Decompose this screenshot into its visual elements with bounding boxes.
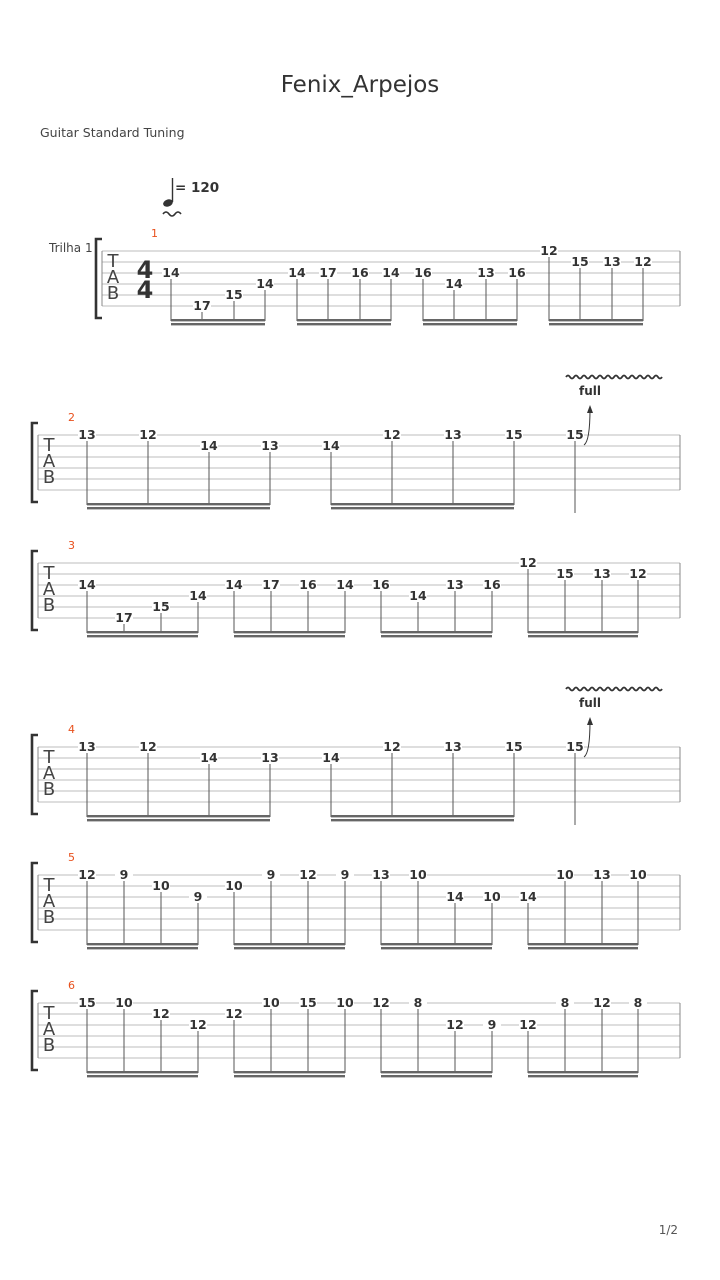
fret-number: 15 (78, 995, 96, 1010)
fret-number: 13 (261, 750, 279, 765)
tab-clef-letter: A (42, 1019, 56, 1040)
time-signature-bottom: 4 (136, 276, 154, 304)
beam-secondary (234, 947, 345, 949)
measure-number: 4 (68, 723, 75, 736)
fret-number: 13 (446, 577, 464, 592)
tab-clef-letter: T (43, 875, 55, 896)
fret-number: 15 (152, 599, 170, 614)
system-bracket (32, 863, 38, 942)
beam-secondary (549, 323, 643, 325)
fret-number: 12 (383, 427, 401, 442)
fret-number: 9 (487, 1017, 497, 1032)
vibrato-mark (566, 376, 662, 379)
measure-number: 1 (151, 227, 158, 240)
measure-number: 2 (68, 411, 75, 424)
fret-number: 12 (299, 867, 317, 882)
fret-number: 8 (633, 995, 643, 1010)
beam-primary (381, 631, 492, 633)
fret-number: 14 (446, 889, 464, 904)
beam-secondary (171, 323, 265, 325)
system-bracket (96, 239, 102, 318)
tab-clef-letter: A (42, 763, 56, 784)
beam-primary (234, 631, 345, 633)
tab-clef-letter: T (43, 747, 55, 768)
fret-number: 10 (336, 995, 354, 1010)
beam-secondary (234, 1075, 345, 1077)
fret-number: 13 (444, 427, 462, 442)
beam-primary (528, 943, 638, 945)
measure-number: 3 (68, 539, 75, 552)
fret-number: 17 (115, 610, 133, 625)
fret-number: 16 (414, 265, 432, 280)
fret-number: 9 (193, 889, 203, 904)
fret-number: 15 (566, 427, 584, 442)
fret-number: 14 (256, 276, 274, 291)
system-bracket (32, 551, 38, 630)
measure-number: 5 (68, 851, 75, 864)
beam-primary (331, 815, 514, 817)
tuning-label: Guitar Standard Tuning (40, 125, 185, 140)
fret-number: 13 (593, 566, 611, 581)
fret-number: 14 (322, 438, 340, 453)
fret-number: 12 (519, 1017, 537, 1032)
fret-number: 17 (193, 298, 211, 313)
fret-number: 12 (139, 739, 157, 754)
fret-number: 12 (189, 1017, 207, 1032)
beam-primary (331, 503, 514, 505)
fret-number: 13 (261, 438, 279, 453)
fret-number: 15 (299, 995, 317, 1010)
fret-number: 12 (225, 1006, 243, 1021)
tempo-marking: = 120 (175, 180, 220, 196)
fret-number: 14 (445, 276, 463, 291)
beam-secondary (381, 947, 492, 949)
tab-clef-letter: T (43, 435, 55, 456)
beam-secondary (87, 635, 198, 637)
fret-number: 14 (409, 588, 427, 603)
bend-label: full (579, 696, 601, 710)
beam-primary (87, 503, 270, 505)
beam-secondary (381, 1075, 492, 1077)
beam-primary (297, 319, 391, 321)
beam-secondary (297, 323, 391, 325)
fret-number: 10 (483, 889, 501, 904)
fret-number: 15 (566, 739, 584, 754)
fret-number: 14 (162, 265, 180, 280)
fret-number: 17 (262, 577, 280, 592)
beam-secondary (234, 635, 345, 637)
fret-number: 14 (336, 577, 354, 592)
fret-number: 13 (78, 739, 96, 754)
fret-number: 14 (322, 750, 340, 765)
fret-number: 14 (382, 265, 400, 280)
fret-number: 12 (634, 254, 652, 269)
tab-clef-letter: B (42, 1035, 56, 1056)
fret-number: 12 (372, 995, 390, 1010)
fret-number: 12 (446, 1017, 464, 1032)
beam-primary (87, 815, 270, 817)
beam-secondary (87, 507, 270, 509)
fret-number: 13 (372, 867, 390, 882)
beam-primary (381, 1071, 492, 1073)
fret-number: 10 (629, 867, 647, 882)
fret-number: 15 (505, 739, 523, 754)
fret-number: 10 (409, 867, 427, 882)
fret-number: 13 (477, 265, 495, 280)
fret-number: 8 (560, 995, 570, 1010)
beam-primary (528, 631, 638, 633)
beam-primary (423, 319, 517, 321)
fret-number: 10 (152, 878, 170, 893)
fret-number: 10 (115, 995, 133, 1010)
track-name: Trilha 1 (49, 241, 93, 255)
beam-secondary (331, 507, 514, 509)
measure-number: 6 (68, 979, 75, 992)
beam-secondary (87, 1075, 198, 1077)
fret-number: 13 (593, 867, 611, 882)
tab-clef-letter: T (43, 1003, 55, 1024)
vibrato-mark (566, 688, 662, 691)
system-bracket (32, 735, 38, 814)
tab-clef-letter: B (42, 595, 56, 616)
fret-number: 13 (603, 254, 621, 269)
fret-number: 8 (413, 995, 423, 1010)
tab-clef-letter: B (42, 467, 56, 488)
fret-number: 10 (556, 867, 574, 882)
beam-primary (87, 631, 198, 633)
fret-number: 10 (225, 878, 243, 893)
beam-primary (87, 1071, 198, 1073)
beam-primary (234, 1071, 345, 1073)
beam-secondary (528, 1075, 638, 1077)
fret-number: 12 (383, 739, 401, 754)
tab-clef-letter: T (107, 251, 119, 272)
bend-arrowhead (587, 405, 593, 413)
beam-primary (87, 943, 198, 945)
time-signature-top: 4 (136, 256, 154, 284)
beam-secondary (331, 819, 514, 821)
fret-number: 14 (200, 438, 218, 453)
beam-secondary (87, 819, 270, 821)
fret-number: 16 (508, 265, 526, 280)
beam-primary (549, 319, 643, 321)
system-bracket (32, 423, 38, 502)
fret-number: 15 (505, 427, 523, 442)
beam-primary (171, 319, 265, 321)
fret-number: 12 (593, 995, 611, 1010)
beam-secondary (381, 635, 492, 637)
fret-number: 17 (319, 265, 337, 280)
fret-number: 9 (266, 867, 276, 882)
tab-clef-letter: A (42, 451, 56, 472)
tab-clef-letter: T (43, 563, 55, 584)
fret-number: 14 (78, 577, 96, 592)
bend-arrow (584, 409, 590, 445)
tab-clef-letter: A (42, 579, 56, 600)
fret-number: 12 (629, 566, 647, 581)
beam-secondary (423, 323, 517, 325)
fret-number: 9 (119, 867, 129, 882)
fret-number: 12 (152, 1006, 170, 1021)
fret-number: 9 (340, 867, 350, 882)
fret-number: 16 (483, 577, 501, 592)
fret-number: 14 (519, 889, 537, 904)
fret-number: 15 (571, 254, 589, 269)
bend-arrow (584, 721, 590, 757)
bend-label: full (579, 384, 601, 398)
beam-secondary (87, 947, 198, 949)
fret-number: 16 (351, 265, 369, 280)
tab-clef-letter: A (42, 891, 56, 912)
fret-number: 10 (262, 995, 280, 1010)
tab-clef-letter: A (106, 267, 120, 288)
fret-number: 15 (556, 566, 574, 581)
beam-primary (381, 943, 492, 945)
fret-number: 14 (225, 577, 243, 592)
tab-clef-letter: B (42, 779, 56, 800)
beam-secondary (528, 635, 638, 637)
fret-number: 16 (372, 577, 390, 592)
fret-number: 12 (519, 555, 537, 570)
fret-number: 14 (200, 750, 218, 765)
tab-clef-letter: B (106, 283, 120, 304)
beam-primary (528, 1071, 638, 1073)
fret-number: 16 (299, 577, 317, 592)
song-title: Fenix_Arpejos (280, 72, 440, 98)
fret-number: 14 (189, 588, 207, 603)
beam-secondary (528, 947, 638, 949)
fret-number: 14 (288, 265, 306, 280)
page-number: 1/2 (658, 1223, 678, 1237)
tab-clef-letter: B (42, 907, 56, 928)
bend-arrowhead (587, 717, 593, 725)
fret-number: 12 (78, 867, 96, 882)
fret-number: 13 (444, 739, 462, 754)
fret-number: 13 (78, 427, 96, 442)
beam-primary (234, 943, 345, 945)
system-bracket (32, 991, 38, 1070)
fret-number: 12 (139, 427, 157, 442)
fret-number: 15 (225, 287, 243, 302)
fret-number: 12 (540, 243, 558, 258)
